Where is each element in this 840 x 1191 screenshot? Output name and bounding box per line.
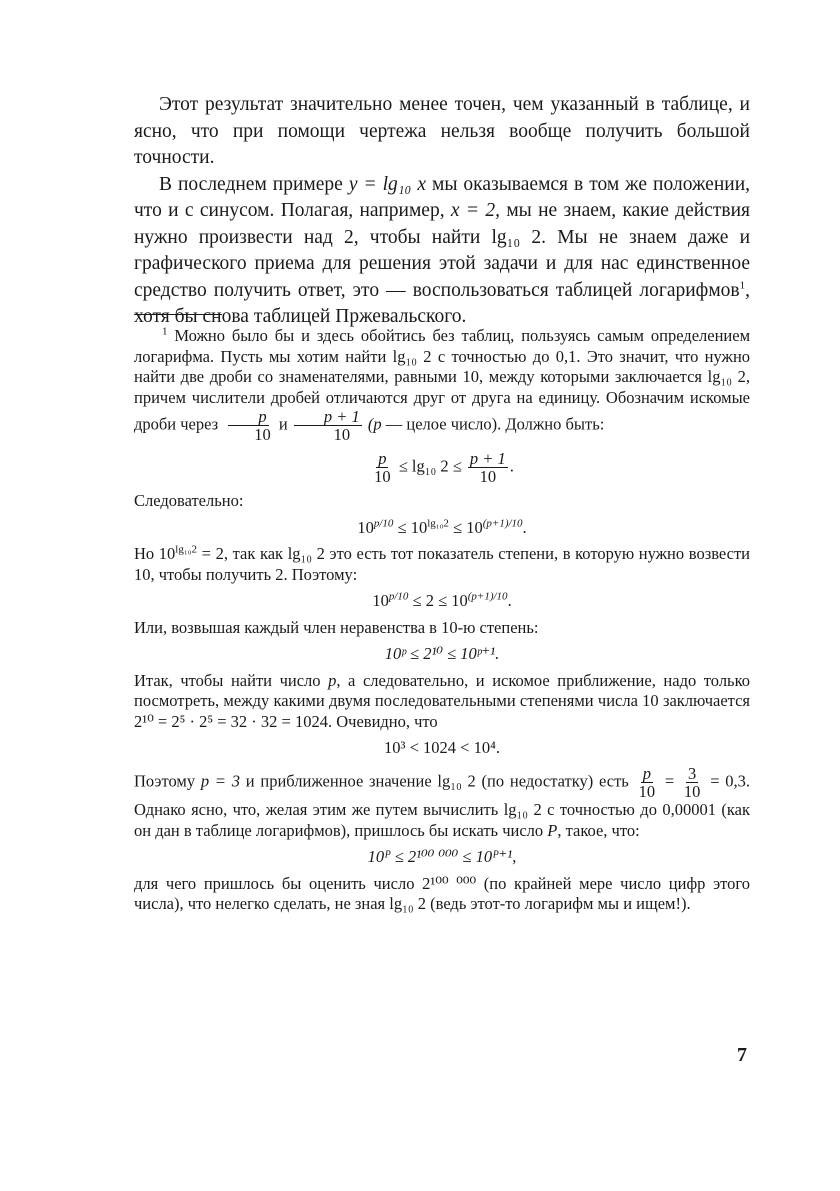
fraction-p-10 — [224, 408, 273, 444]
footnote — [134, 326, 750, 915]
g-le-a: ≤ — [412, 591, 422, 611]
f-exp-b: lg₁₀2 — [427, 517, 449, 530]
footnote-reference: 1 — [739, 279, 746, 291]
itak-c: Очевидно, что — [336, 711, 438, 731]
potomu-eq: = — [664, 771, 675, 791]
fn-text-5: — целое число). Должно быть: — [385, 414, 605, 434]
fn-sled: Следовательно: — [134, 491, 244, 511]
fn-potomu — [134, 765, 750, 842]
formula-compare: 10³ < 1024 < 10⁴. — [384, 738, 500, 758]
f1-den: 10 — [374, 466, 391, 486]
f-le-b: ≤ — [453, 517, 463, 537]
f-base-c: 10 — [466, 517, 483, 537]
no-c: это есть тот показатель степени, в которую нужно возвести 10, чтобы получить 2. Поэтому: — [134, 544, 751, 584]
formula-y-lg-x: y = lg₁₀ x — [348, 173, 426, 195]
last-c: (ведь этот-то логарифм мы и ищем!). — [430, 894, 691, 914]
footnote-mark: 1 — [162, 325, 168, 338]
f2-den: 10 — [479, 466, 497, 486]
formula-inequality-1 — [134, 450, 750, 486]
g-le-b: ≤ — [438, 591, 448, 611]
g-end: . — [507, 591, 512, 611]
p2-text-e: , хотя бы снова таблицей Пржевальского. — [134, 279, 750, 327]
f2-num: p + 1 — [469, 448, 506, 468]
k-den: 10 — [683, 782, 701, 802]
itak-calc: 2¹⁰ = 2⁵ · 2⁵ = 32 · 32 = 1024. — [134, 711, 333, 731]
fraction-p-10-c — [637, 765, 658, 801]
f-base-b: 10 — [410, 517, 428, 537]
paragraph-1: Этот результат значительно менее точен, чем указанный в таблице, и ясно, что при помощи чертежа нельзя вообще получить большой точности. — [134, 94, 750, 168]
fraction-p-10-b — [372, 450, 393, 486]
frac-den-10: 10 — [254, 425, 271, 445]
formula-inequality-2 — [134, 518, 750, 539]
k-num: 3 — [688, 763, 697, 783]
potomu-p3: p = 3 — [200, 771, 241, 791]
g-exp-a: p/10 — [388, 590, 409, 603]
itak-p: p — [328, 670, 337, 690]
fn-text-2: с точностью до 0,1. Это значит, что нужно найти две дроби со знаменателями, равными 10, между которыми заключается — [134, 346, 751, 386]
fraction-p1-10-b — [468, 450, 508, 486]
fraction-3-10 — [682, 765, 703, 801]
no-base: 10 — [158, 544, 176, 564]
g-base-a: 10 — [372, 591, 389, 611]
frac-num-p: p — [228, 408, 268, 426]
footnote-paragraph-1 — [134, 326, 750, 444]
potomu-lg2: lg₁₀ 2 — [437, 771, 476, 791]
itak-b: , а следовательно, и искомое приближение, надо только посмотреть, между какими двумя последовательными степенями числа 10 заключается — [134, 670, 751, 711]
fn-text-1: Можно было бы и здесь обойтись без таблиц, пользуясь самым определением логарифма. Пусть мы хотим найти — [134, 326, 751, 366]
odnako-lg2: lg₁₀ 2 — [503, 800, 542, 820]
f-base-a: 10 — [357, 517, 374, 537]
f-le-a: ≤ — [397, 517, 407, 537]
odnako-c: , такое, что: — [557, 820, 640, 840]
frac-num-p1: p + 1 — [294, 408, 362, 426]
h-num: p — [642, 763, 651, 783]
odnako-b: с точностью до 0,00001 (как он дан в таблице логарифмов), пришлось бы искать число — [134, 800, 751, 840]
potomu-b: и приближенное значение — [245, 771, 432, 791]
f-end-2: . — [522, 517, 527, 537]
fn-last — [134, 874, 750, 915]
last-lg2: lg₁₀ 2 — [389, 894, 426, 914]
formula-big: 10ᴾ ≤ 2¹⁰⁰ ⁰⁰⁰ ≤ 10ᴾ⁺¹, — [367, 847, 517, 867]
potomu-c: (по недостатку) есть — [481, 771, 629, 791]
p2-text-b: мы оказываемся в том же положении, что и с синусом. Полагая, например, — [134, 173, 751, 221]
fn-no — [134, 544, 750, 585]
potomu-a: Поэтому — [134, 771, 196, 791]
f-exp-c: (p+1)/10 — [482, 517, 523, 530]
p2-text-c: мы не знаем, какие действия нужно произвести над 2, чтобы найти — [134, 200, 750, 248]
g-two: 2 — [425, 591, 434, 611]
fn-ili: Или, возвышая каждый член неравенства в 10-ю степень: — [134, 617, 539, 637]
last-a: для чего пришлось бы оценить число — [134, 873, 415, 893]
h-den: 10 — [638, 782, 656, 802]
g-base-c: 10 — [451, 591, 468, 611]
formula-inequality-3 — [134, 591, 750, 612]
ineq-end: . — [509, 456, 514, 476]
fn-itak — [134, 671, 750, 733]
fn-lg2-2: lg₁₀ 2 — [707, 367, 746, 386]
f1-num: p — [378, 448, 387, 468]
itak-a: Итак, чтобы найти число — [134, 670, 321, 690]
formula-lg2: lg₁₀ 2. — [491, 226, 547, 248]
p2-text-d: Мы не знаем даже и графического приема для решения этой задачи и для нас единственное средство получить ответ, это — воспользоваться таблицей логарифмов — [134, 226, 751, 301]
odnako-P: P — [547, 820, 558, 840]
last-num: 2¹⁰⁰ ⁰⁰⁰ — [422, 873, 477, 893]
paragraph-2 — [134, 172, 750, 331]
main-text — [134, 92, 750, 331]
last-b: (по крайней мере число цифр этого числа), что нелегко сделать, не зная — [134, 873, 751, 914]
frac-den-10b: 10 — [333, 425, 351, 445]
fn-text-4: и — [278, 414, 288, 434]
page-number: 7 — [737, 1044, 747, 1066]
f-exp-a: p/10 — [373, 517, 394, 530]
p2-text-a: В последнем примере — [159, 173, 343, 195]
no-b: = 2, так как — [201, 544, 284, 564]
fn-lg2-1: lg₁₀ 2 — [392, 346, 432, 366]
g-exp-c: (p+1)/10 — [467, 590, 508, 603]
formula-powers: 10ᵖ ≤ 2¹⁰ ≤ 10ᵖ⁺¹. — [384, 644, 500, 664]
no-a: Но — [134, 544, 155, 564]
formula-x-eq-2: x = 2, — [450, 200, 500, 221]
odnako-a: Однако ясно, что, желая этим же путем вычислить — [134, 800, 499, 820]
potomu-val: = 0,3. — [710, 771, 751, 791]
fraction-p1-10 — [294, 408, 362, 444]
fn-text-3: , причем числители дробей отличаются друг от друга на единицу. Обозначим искомые дроби через — [134, 367, 751, 434]
paren-p: (p — [367, 414, 382, 434]
no-lg2: lg₁₀ 2 — [287, 544, 325, 564]
footnote-divider — [134, 314, 222, 315]
no-exp: lg₁₀2 — [175, 543, 198, 556]
ineq-middle: ≤ lg₁₀ 2 ≤ — [398, 456, 462, 476]
